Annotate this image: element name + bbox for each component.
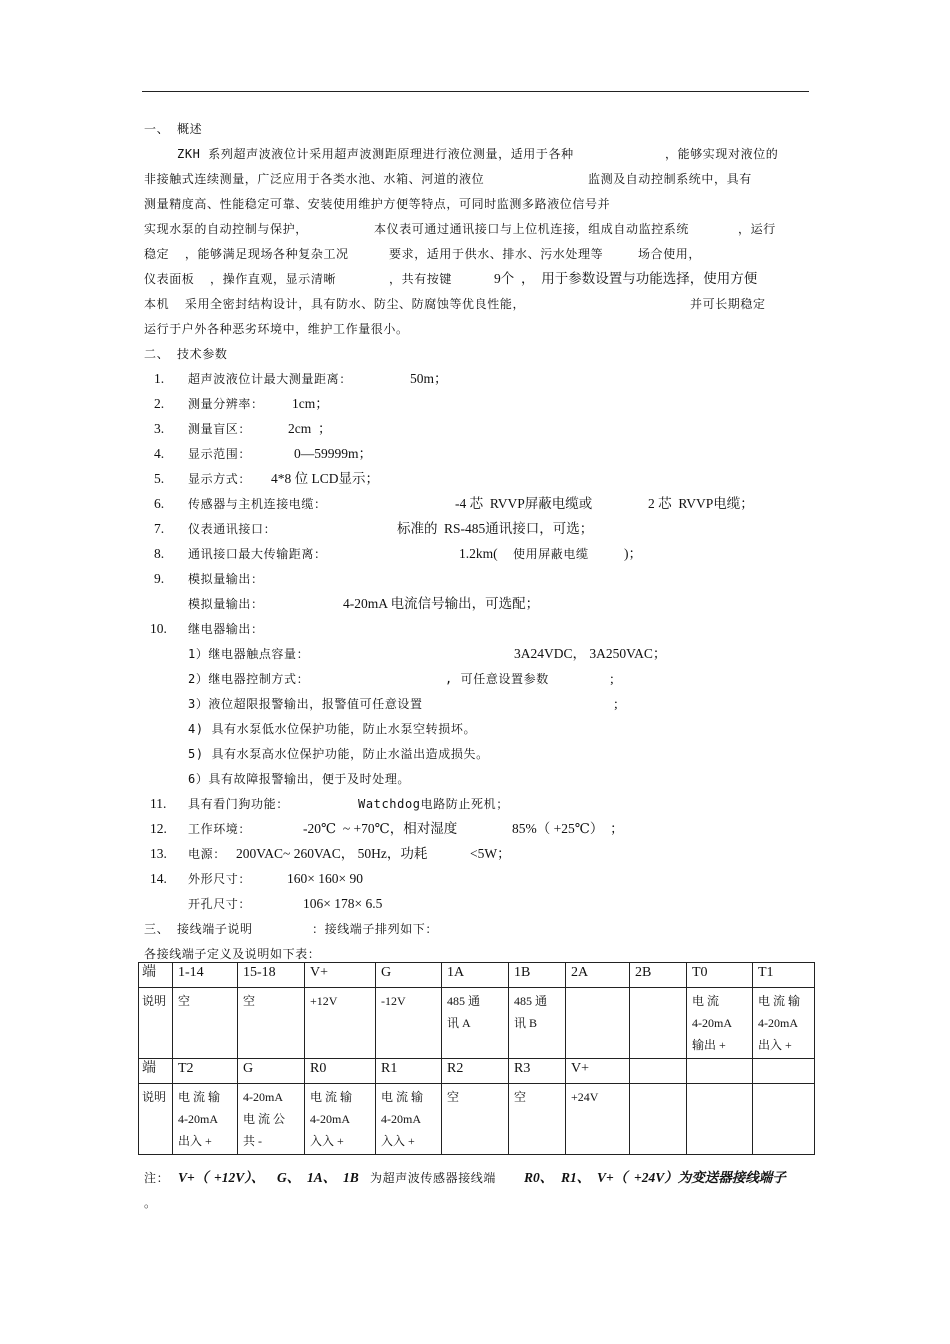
desc-line: 讯 B [514,1016,538,1030]
desc-cell [173,988,238,1059]
spec-value: 85%（ +25℃） ； [512,821,624,836]
spec-value: <5W； [470,846,511,861]
desc-line: 4-20mA [381,1112,421,1126]
desc-cell [442,1084,509,1155]
spec-number: 13. [150,846,167,861]
spec-value: RS-485通讯接口，可选； [444,521,594,536]
spec-value: 2cm ； [288,421,332,436]
relay-sub-label: 3）液位超限报警输出，报警值可任意设置 [188,697,423,711]
section2-title: 二、 技术参数 [144,347,228,361]
spec-number: 11. [150,796,167,811]
spec-sub-value: 4-20mA 电流信号输出，可选配； [343,596,540,611]
terminal-cell: T1 [753,963,815,988]
spec-value: 使用屏蔽电缆 [513,547,589,561]
spec-value: 4*8 位 LCD显示； [271,471,379,486]
spec-sub-value: 106× 178× 6.5 [303,896,383,911]
spec-number: 3. [154,421,165,436]
relay-sub-label: 6）具有故障报警输出，便于及时处理。 [188,772,411,786]
section1-line: ZKH 系列超声波液位计采用超声波测距原理进行液位测量，适用于各种 [177,147,574,161]
spec-label: 电源： [188,847,226,861]
spec-label: 显示方式： [188,472,252,486]
note-line [144,1170,169,1186]
terminal-cell [630,1059,687,1084]
section3-title: 三、 接线端子说明 [144,922,253,936]
section1-line: 监测及自动控制系统中，具有 [588,172,752,186]
section1-line: ，能够实现对液位的 [665,147,779,161]
desc-line: 电 流 输 [381,1090,424,1104]
desc-cell [376,1084,442,1155]
desc-line: 空 [243,994,256,1008]
terminal-cell: R3 [509,1059,566,1084]
section1-line: 要求，适用于供水、排水、污水处理等 [389,247,604,261]
row-label: 说明 [139,988,173,1059]
desc-cell [173,1084,238,1155]
spec-value: 标准的 [397,521,438,536]
section1-line: 本仪表可通过通讯接口与上位机连接，组成自动监控系统 [374,222,690,236]
terminal-cell: 2B [630,963,687,988]
spec-number: 5. [154,471,165,486]
spec-number: 9. [154,571,165,586]
section1-line: 并可长期稳定 [690,297,766,311]
section1-title: 一、 概述 [144,122,203,136]
terminal-cell: V+ [305,963,376,988]
spec-label: 通讯接口最大传输距离： [188,547,327,561]
desc-line: 空 [447,1090,460,1104]
desc-line: 空 [178,994,191,1008]
spec-number: 10. [150,621,167,636]
desc-line: 出入 + [758,1038,792,1052]
relay-sub-label: 4) 具有水泵低水位保护功能，防止水泵空转损坏。 [188,722,477,736]
spec-number: 7. [154,521,165,536]
spec-label: 工作环境： [188,822,252,836]
spec-value: )； [624,546,642,561]
spec-number: 1. [154,371,165,386]
spec-number: 12. [150,821,167,836]
section1-line: ，共有按键 [389,272,453,286]
desc-line: +24V [571,1090,599,1104]
section3-subtitle: 各接线端子定义及说明如下表： [144,947,321,961]
desc-line: 4-20mA [692,1016,732,1030]
terminal-cell: R2 [442,1059,509,1084]
terminal-cell: T2 [173,1059,238,1084]
spec-label: 显示范围： [188,447,252,461]
row-label: 端 [139,1059,173,1084]
spec-value: 1cm； [292,396,329,411]
table-row [139,963,815,988]
section1-line: 9个 ， 用于参数设置与功能选择，使用方便 [494,271,758,286]
spec-value: 50m； [410,371,448,386]
spec-label: 模拟量输出： [188,572,264,586]
terminal-cell: R0 [305,1059,376,1084]
desc-line: 输出 + [692,1038,726,1052]
relay-sub-value: , 可任意设置参数 [445,672,549,686]
spec-value: Watchdog电路防止死机； [358,797,509,811]
table-row [139,1059,815,1084]
desc-cell [630,1084,687,1155]
terminal-cell: 1-14 [173,963,238,988]
desc-cell [630,988,687,1059]
relay-sub-label: 2）继电器控制方式： [188,672,310,686]
note-prefix: 注： [144,1171,170,1185]
terminal-cell: V+ [566,1059,630,1084]
note-term: G、 [277,1170,301,1185]
terminal-cell: 15-18 [238,963,305,988]
note-term: 1A、 [307,1170,337,1185]
table-row [139,988,815,1059]
section1-line: 本机 采用全密封结构设计，具有防水、防尘、防腐蚀等优良性能， [144,297,526,311]
section1-line: 实现水泵的自动控制与保护， [144,222,308,236]
relay-sub-label: 5) 具有水泵高水位保护功能，防止水溢出造成损失。 [188,747,489,761]
spec-label: 测量盲区： [188,422,252,436]
note-end: 。 [144,1196,157,1210]
section1-line: 场合使用， [638,247,702,261]
desc-line: 空 [514,1090,527,1104]
desc-cell [305,1084,376,1155]
section1-line: ，运行 [738,222,776,236]
desc-line: 电 流 输 [758,994,801,1008]
note-term: R0、 [524,1170,554,1185]
desc-line: 电 流 输 [178,1090,221,1104]
desc-cell [566,988,630,1059]
table-row [139,1084,815,1155]
row-label: 说明 [139,1084,173,1155]
note-term: +24V）为变送器接线端子 [634,1170,786,1185]
note-term: V+（ [597,1170,628,1185]
relay-sub-value: 3A24VDC， 3A250VAC； [514,646,667,661]
spec-label: 测量分辨率： [188,397,264,411]
desc-cell [442,988,509,1059]
terminal-cell: G [376,963,442,988]
desc-line: 4-20mA [243,1090,283,1104]
spec-value: 2 芯 RVVP电缆； [648,496,754,511]
spec-value: 1.2km( [459,546,498,561]
desc-line: 出入 + [178,1134,212,1148]
relay-sub-value: ; [614,696,618,711]
terminal-cell: G [238,1059,305,1084]
row-label: 端 [139,963,173,988]
desc-cell [687,988,753,1059]
spec-sub-label: 模拟量输出： [188,597,264,611]
desc-line: 485 通 [447,994,481,1008]
note-term: +12V）、 [214,1170,265,1185]
spec-number: 14. [150,871,167,886]
spec-number: 2. [154,396,165,411]
spec-label: 仪表通讯接口： [188,522,277,536]
desc-cell [238,988,305,1059]
desc-line: +12V [310,994,338,1008]
spec-number: 6. [154,496,165,511]
desc-line: 4-20mA [758,1016,798,1030]
desc-cell [753,1084,815,1155]
spec-label: 继电器输出： [188,622,264,636]
spec-label: 传感器与主机连接电缆： [188,497,327,511]
desc-cell [687,1084,753,1155]
terminal-cell: R1 [376,1059,442,1084]
desc-cell [509,988,566,1059]
relay-sub-label: 1）继电器触点容量： [188,647,310,661]
spec-value: 0—59999m； [294,446,373,461]
desc-line: 485 通 [514,994,548,1008]
desc-cell [753,988,815,1059]
desc-line: 讯 A [447,1016,471,1030]
desc-cell [238,1084,305,1155]
section1-line: 运行于户外各种恶劣环境中，维护工作量很小。 [144,322,409,336]
desc-line: 4-20mA [178,1112,218,1126]
terminal-cell: 1A [442,963,509,988]
terminal-cell: T0 [687,963,753,988]
spec-number: 8. [154,546,165,561]
terminal-cell [753,1059,815,1084]
desc-line: 4-20mA [310,1112,350,1126]
desc-cell [305,988,376,1059]
note-term: 1B [343,1170,359,1185]
desc-cell [509,1084,566,1155]
section1-line: 非接触式连续测量，广泛应用于各类水池、水箱、河道的液位 [144,172,485,186]
section3-title-b: ：接线端子排列如下： [312,922,439,936]
spec-value: 200VAC~ 260VAC， 50Hz，功耗 [236,846,428,861]
desc-cell [376,988,442,1059]
spec-label: 具有看门狗功能： [188,797,289,811]
note-term: R1、 [561,1170,591,1185]
note-text: 为超声波传感器接线端 [370,1171,497,1185]
spec-sub-label: 开孔尺寸： [188,897,252,911]
spec-value: -4 芯 RVVP屏蔽电缆或 [455,496,593,511]
desc-line: 电 流 输 [310,1090,353,1104]
terminal-cell: 2A [566,963,630,988]
terminal-cell [687,1059,753,1084]
spec-value: 160× 160× 90 [287,871,363,886]
spec-value: -20℃ ~ +70℃，相对湿度 [303,821,458,836]
spec-label: 外形尺寸： [188,872,252,886]
desc-line: 入入 + [310,1134,344,1148]
note-term: V+（ [178,1170,209,1185]
desc-line: 共 - [243,1134,262,1148]
terminal-cell: 1B [509,963,566,988]
desc-line: -12V [381,994,406,1008]
section1-line: 测量精度高、性能稳定可靠、安装使用维护方便等特点，可同时监测多路液位信号并 [144,197,611,211]
spec-label: 超声波液位计最大测量距离： [188,372,352,386]
spec-number: 4. [154,446,165,461]
desc-cell [566,1084,630,1155]
header-rule [142,91,809,92]
relay-sub-value: ; [610,671,614,686]
terminal-table [138,962,815,1155]
desc-line: 入入 + [381,1134,415,1148]
section1-line: 仪表面板 ，操作直观，显示清晰 [144,272,337,286]
section1-line: 稳定 ，能够满足现场各种复杂工况 [144,247,349,261]
desc-line: 电 流 公 [243,1112,286,1126]
desc-line: 电 流 [692,994,720,1008]
